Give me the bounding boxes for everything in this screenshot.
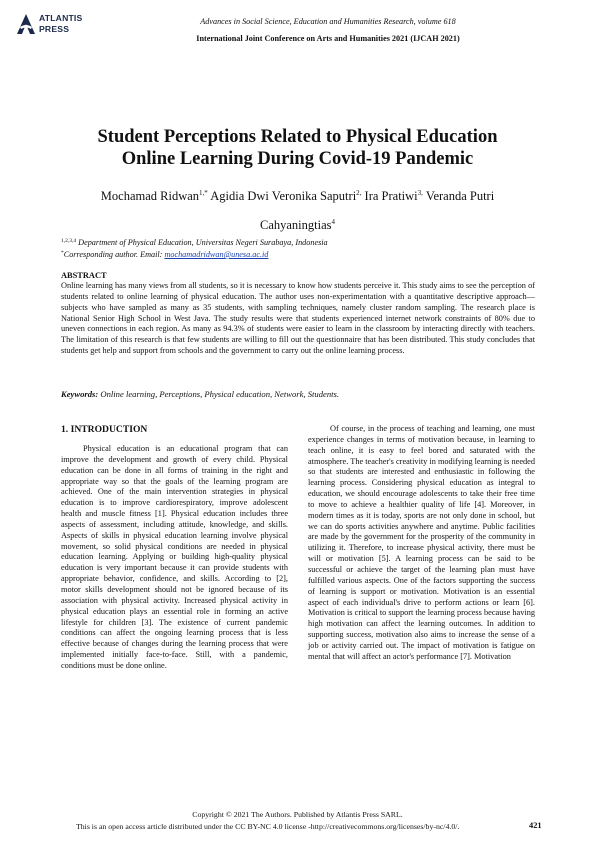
body-column-right: Of course, in the process of teaching and learning, one must experience changes in terms of motivation because, in learning to teach online, it is easy to feel bored and saturated with the atmosphere. The teacher's creativity in modifying learning is needed so that students are interested and enthusiastic in following the learning process. Considering physical education as integral to education, we should encourage adolescents to take their free time to move to achieve a healthier quality of life [4]. Moreover, in modern times as it is today, sports are not only done in school, but we can do sports activities anywhere and anytime. Public facilities are made by the government for the prosperity of the community in utilizing it. Therefore, to increase physical activity, there must be will or motivation [5]. A learning process can be said to be successful or achieve the target of the learning plan must have fulfilled various aspects. One of the factors supporting the success of learning is support or motivation. Motivation is an essential aspect of each individual's drive to perform actions or learn [6]. Motivation is critical to support the learning process because having high motivation can affect the learning outcomes. In addition to supporting success, motivation also aims to increase the sense of a job or activity carried out. The impact of motivation is fatigue on mental that will affect an actor's performance [7]. Motivation	[308, 424, 535, 661]
series-header: Advances in Social Science, Education and Humanities Research, volume 618	[200, 17, 456, 26]
author-sup: 4	[331, 218, 335, 226]
atlantis-logo-icon	[16, 13, 36, 35]
section-heading: 1. INTRODUCTION	[61, 424, 148, 435]
title-line2: Online Learning During Covid-19 Pandemic	[121, 149, 474, 169]
author-name: Mochamad Ridwan	[100, 189, 200, 203]
footer-copyright: Copyright © 2021 The Authors. Published by Atlantis Press SARL.	[192, 810, 403, 819]
footer-license: This is an open access article distributed under the CC BY-NC 4.0 license -http://creativecommons.org/licenses/by-nc/4.0/.	[76, 822, 460, 831]
abstract-heading: ABSTRACT	[61, 271, 107, 280]
author-email-link[interactable]: mochamadridwan@unesa.ac.id	[164, 250, 269, 259]
publisher-logo	[16, 12, 96, 38]
author-name-part: Veranda Putri	[425, 189, 495, 203]
affiliation	[61, 236, 541, 260]
body-column-left: Physical education is an educational program that can improve the development and growth of every child. Physical education can be done in all forms of training in the right and appropriate way so that the goals of the learning program are achieved. One of the main intervention strategies in physical education is to improve cardiorespiratory, improve adolescent health and muscle fitness [1]. Physical education includes three aspects of assessment, including attitude, knowledge, and skills. Aspects of skills in physical education learning involve physical movement, so solid physical conditions are needed in physical education learning. Applying or building high-quality physical education is very important because it can provide students with appropriate behavior, confidence, and skills. According to [2], motor skills development should not be ignored because of its association with physical activity. Increased physical activity in physical education plays an essential role in forming an active lifestyle for children [3]. The existence of current pandemic conditions can affect the ongoing learning process that is less effective because of changes during the learning process that were implemented initially face-to-face. Still, with a pandemic, conditions must be done online.	[61, 444, 288, 670]
keywords-label: Keywords:	[61, 389, 99, 399]
keywords	[61, 389, 535, 399]
author-name: Agidia Dwi Veronika Saputri	[210, 189, 357, 203]
title-line1: Student Perceptions Related to Physical Education	[97, 127, 498, 147]
author-sup: 3,	[417, 189, 423, 197]
corresponding-sup: *	[61, 250, 64, 256]
author-sup: 2,	[356, 189, 362, 197]
logo-line2: PRESS	[39, 23, 70, 34]
page-number: 421	[529, 821, 542, 830]
conference-header: International Joint Conference on Arts and Humanities 2021 (IJCAH 2021)	[196, 34, 460, 43]
logo-text	[39, 13, 82, 34]
author-list	[30, 180, 565, 238]
author-sup: 1,*	[199, 189, 208, 197]
keywords-text: Online learning, Perceptions, Physical education, Network, Students.	[100, 389, 340, 399]
affiliation-text: Department of Physical Education, Universitas Negeri Surabaya, Indonesia	[78, 238, 328, 247]
corresponding-label: Corresponding author. Email:	[63, 250, 165, 259]
affiliation-sup: 1,2,3,4	[61, 238, 77, 244]
author-name: Ira Pratiwi	[364, 189, 418, 203]
author-name-part: Cahyaningtias	[259, 218, 332, 232]
paper-title	[40, 126, 555, 170]
logo-line1: ATLANTIS	[39, 13, 83, 23]
abstract-text: Online learning has many views from all students, so it is necessary to know how students perceive it. This study aims to see the perception of students related to online learning of physical education. The author uses non-experimentation with a quantitative descriptive approach—subjects who have sampled as many as 35 students, with sampling techniques, namely cluster random sampling. The research place is National Senior High School in West Java. The study results were that students experienced internet network constraints of 80% due to uneven connections in each region. As many as 94.3% of students were easier to learn in the classroom by interacting directly with teachers. The limitation of this research is that few students are willing to fill out the questionnaire that has been distributed. This study concludes that students get help and support from schools and the government to carry out the online learning process.	[61, 281, 535, 356]
